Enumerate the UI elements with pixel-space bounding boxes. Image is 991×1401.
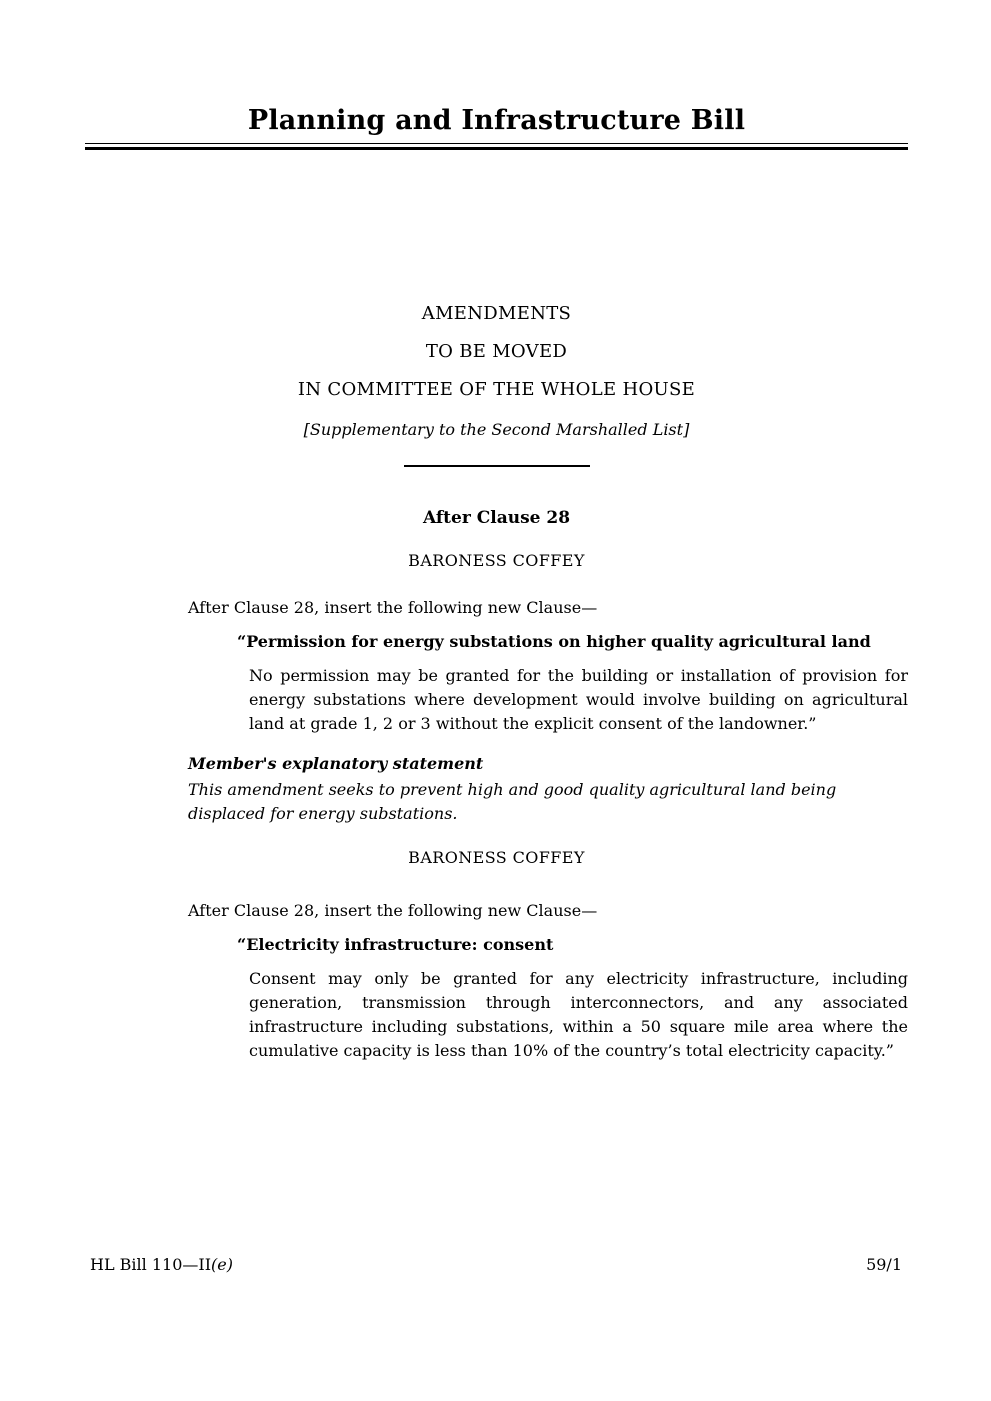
amendment-1-explanatory-heading: Member's explanatory statement bbox=[188, 754, 484, 773]
amendment-1-clause-body: No permission may be granted for the building or installation of provision for energy substations where development would involve building on agricultural land at grade 1, 2 or 3 without the explicit consent of the landowner.” bbox=[249, 666, 908, 733]
amendment-1 bbox=[85, 550, 908, 826]
amendment-2-mover: BARONESS COFFEY bbox=[408, 848, 585, 867]
amendment-2-clause-title: “Electricity infrastructure: consent bbox=[237, 935, 554, 954]
amendment-2-clause-body: Consent may only be granted for any electricity infrastructure, including generation, transmission through interconnectors, and any associated infrastructure including substations, within a 50 square mile area where the cumulative capacity is less than 10% of the country’s total electricity capacity.” bbox=[249, 969, 908, 1060]
front-heading-committee: IN COMMITTEE OF THE WHOLE HOUSE bbox=[297, 379, 696, 400]
bill-title: Planning and Infrastructure Bill bbox=[247, 105, 746, 136]
amendment-1-explanatory-text: This amendment seeks to prevent high and good quality agricultural land being displaced for energy substations. bbox=[188, 780, 837, 823]
bill-reference bbox=[90, 1254, 233, 1276]
amendment-1-mover: BARONESS COFFEY bbox=[408, 551, 585, 570]
amendment-1-intro: After Clause 28, insert the following new Clause— bbox=[188, 598, 598, 617]
separator-rule bbox=[404, 465, 590, 467]
amendment-2 bbox=[85, 847, 908, 1063]
section-heading-after-clause-28: After Clause 28 bbox=[422, 508, 571, 528]
title-double-rule bbox=[85, 143, 908, 150]
amendment-sheet-number: 59/1 bbox=[866, 1255, 902, 1274]
marshalled-list-note: [Supplementary to the Second Marshalled List] bbox=[303, 420, 690, 439]
amendment-2-intro: After Clause 28, insert the following new Clause— bbox=[188, 901, 598, 920]
front-heading-amendments: AMENDMENTS bbox=[421, 303, 572, 324]
front-heading-to-be-moved: TO BE MOVED bbox=[425, 341, 568, 362]
bill-reference-number: HL Bill 110—II bbox=[90, 1255, 212, 1274]
page-footer bbox=[90, 1254, 902, 1276]
amendment-1-clause-title: “Permission for energy substations on higher quality agricultural land bbox=[237, 632, 871, 651]
bill-reference-suffix: (e) bbox=[211, 1255, 233, 1274]
